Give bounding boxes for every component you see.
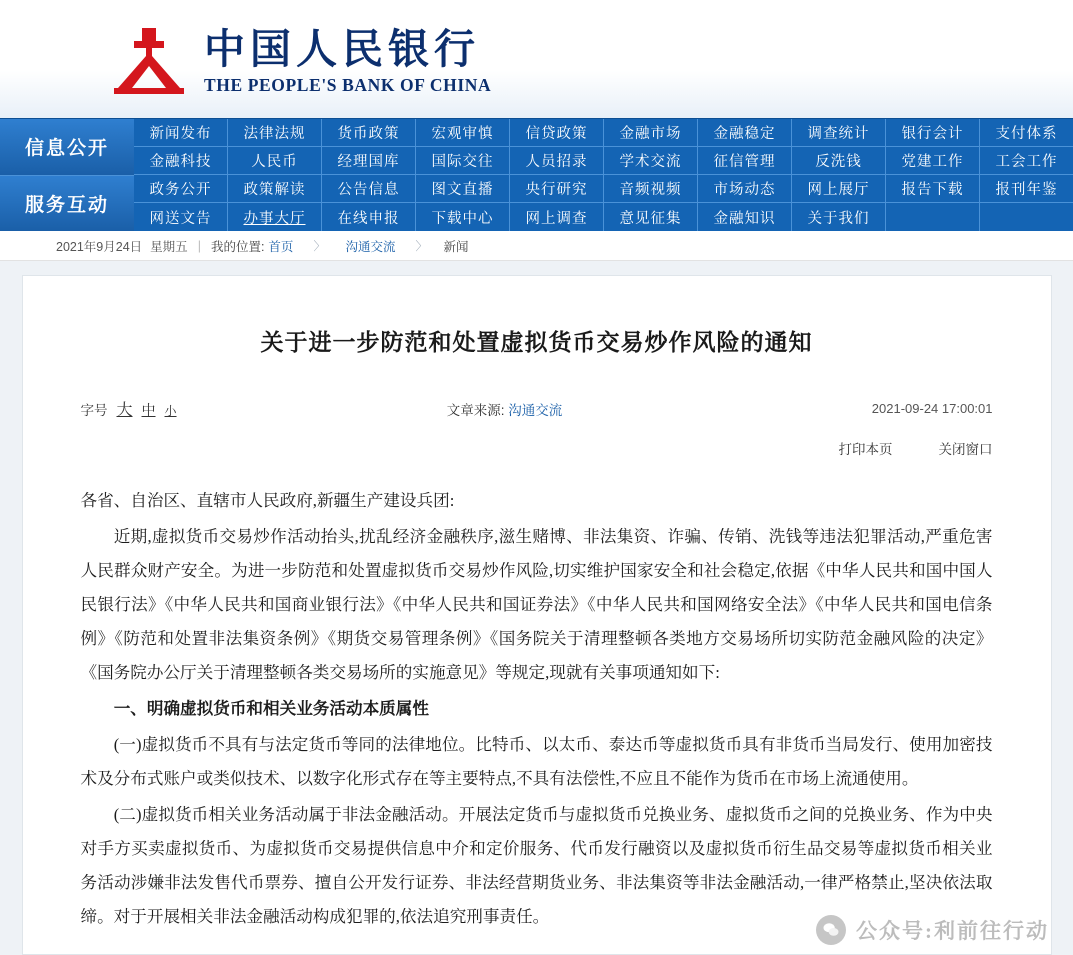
breadcrumb-home-link[interactable]: 首页 [268,239,294,254]
nav-item-payment-system[interactable]: 支付体系 [980,119,1073,147]
logo-title-en: THE PEOPLE'S BANK OF CHINA [204,75,492,96]
article-source [177,399,833,419]
nav-item-treasury[interactable]: 经理国库 [322,147,416,175]
font-size-control [81,397,177,420]
nav-item-live-stream[interactable]: 图文直播 [416,175,510,203]
nav-item-credit-reference[interactable]: 征信管理 [698,147,792,175]
article-source-link[interactable]: 沟通交流 [508,402,563,418]
font-size-label: 字号 [80,403,108,418]
breadcrumb-label: 我的位置: [210,239,265,254]
article-section-heading: 一、明确虚拟货币和相关业务活动本质属性 [113,699,429,719]
watermark [816,915,1049,945]
logo-text [204,26,491,96]
chevron-right-icon: 〉 [313,239,326,253]
font-size-medium-button[interactable]: 中 [141,402,156,418]
nav-item-laws[interactable]: 法律法规 [228,119,322,147]
nav-item-monetary-policy[interactable]: 货币政策 [322,119,416,147]
nav-item-anti-money-laundering[interactable]: 反洗钱 [792,147,886,175]
nav-item-international[interactable]: 国际交往 [416,147,510,175]
nav-item-government-affairs[interactable]: 政务公开 [134,175,228,203]
breadcrumb-current: 新闻 [443,239,469,254]
article-body [81,484,993,934]
content-area [0,261,1073,955]
nav-item-spacer [980,203,1073,231]
chevron-right-icon: 〉 [415,239,428,253]
nav-row [134,119,1073,147]
nav-item-news[interactable]: 新闻发布 [134,119,228,147]
wechat-official-account-icon [816,915,846,945]
article-paragraph: (一)虚拟货币不具有与法定货币等同的法律地位。比特币、以太币、泰达币等虚拟货币具有非货币当局发行、使用加密技术及分布式账户或类似技术、以数字化形式存在等主要特点,不具有法偿性,不应且不能作为货币在市场上流通使用。 [80,735,993,789]
nav-item-financial-stability[interactable]: 金融稳定 [698,119,792,147]
nav-item-rmb[interactable]: 人民币 [228,147,322,175]
article-paragraph: (二)虚拟货币相关业务活动属于非法金融活动。开展法定货币与虚拟货币兑换业务、虚拟货币之间的兑换业务、作为中央对手方买卖虚拟货币、为虚拟货币交易提供信息中介和定价服务、代币发行融资以及虚拟货币衍生品交易等虚拟货币相关业务活动涉嫌非法发售代币票券、擅自公开发行证券、非法经营期货业务、非法集资等非法金融活动,一律严格禁止,坚决依法取缔。对于开展相关非法金融活动构成犯罪的,依法追究刑事责任。 [80,805,993,927]
nav-item-report-download[interactable]: 报告下载 [886,175,980,203]
nav-item-about-us[interactable]: 关于我们 [792,203,886,231]
article-card [22,275,1052,955]
close-window-button[interactable]: 关闭窗口 [938,442,993,457]
main-navigation [0,118,1073,231]
nav-category-service-interaction[interactable]: 服务互动 [0,176,134,232]
nav-row [134,147,1073,175]
breadcrumb-section-link[interactable]: 沟通交流 [345,239,396,254]
nav-item-audio-video[interactable]: 音频视频 [604,175,698,203]
nav-row [134,203,1073,231]
nav-item-financial-market[interactable]: 金融市场 [604,119,698,147]
logo-title-cn: 中国人民银行 [204,26,480,72]
nav-item-union-work[interactable]: 工会工作 [980,147,1073,175]
pboc-emblem-icon [112,26,186,96]
breadcrumb [0,231,1073,261]
nav-grid [134,119,1073,231]
nav-item-academic[interactable]: 学术交流 [604,147,698,175]
breadcrumb-divider: | [197,238,201,253]
article-paragraph: 近期,虚拟货币交易炒作活动抬头,扰乱经济金融秩序,滋生赌博、非法集资、诈骗、传销、洗钱等违法犯罪活动,严重危害人民群众财产安全。为进一步防范和处置虚拟货币交易炒作风险,切实维护国家安全和社会稳定,依据《中华人民共和国中国人民银行法》《中华人民共和国商业银行法》《中华人民共和国证券法》《中华人民共和国网络安全法》《中华人民共和国电信条例》《防范和处置非法集资条例》《期货交易管理条例》《国务院关于清理整顿各类地方交易场所切实防范金融风险的决定》《国务院办公厅关于清理整顿各类交易场所的实施意见》等规定,现就有关事项通知如下: [80,527,993,683]
watermark-text: 公众号:利前往行动 [856,919,1049,944]
article-tools [81,430,993,484]
nav-item-online-exhibition[interactable]: 网上展厅 [792,175,886,203]
nav-item-online-survey[interactable]: 网上调查 [510,203,604,231]
breadcrumb-date: 2021年9月24日 [56,239,143,254]
nav-item-download-center[interactable]: 下载中心 [416,203,510,231]
article-datetime: 2021-09-24 17:00:01 [871,401,993,416]
article-meta [81,391,993,430]
print-page-button[interactable]: 打印本页 [838,442,893,457]
nav-item-service-hall[interactable]: 办事大厅 [228,203,322,231]
nav-item-web-notice[interactable]: 网送文告 [134,203,228,231]
nav-item-financial-knowledge[interactable]: 金融知识 [698,203,792,231]
nav-row [134,175,1073,203]
font-size-large-button[interactable]: 大 [116,402,133,419]
article-source-label: 文章来源: [446,402,505,418]
nav-item-announcements[interactable]: 公告信息 [322,175,416,203]
page-title: 关于进一步防范和处置虚拟货币交易炒作风险的通知 [260,330,813,355]
nav-item-credit-policy[interactable]: 信贷政策 [510,119,604,147]
nav-item-recruitment[interactable]: 人员招录 [510,147,604,175]
nav-item-fintech[interactable]: 金融科技 [134,147,228,175]
nav-side-categories [0,119,134,231]
font-size-small-button[interactable]: 小 [164,404,177,418]
site-logo[interactable] [112,26,491,96]
nav-item-party-building[interactable]: 党建工作 [886,147,980,175]
nav-item-bank-accounting[interactable]: 银行会计 [886,119,980,147]
nav-item-feedback[interactable]: 意见征集 [604,203,698,231]
nav-item-online-declaration[interactable]: 在线申报 [322,203,416,231]
nav-category-info-disclosure[interactable]: 信息公开 [0,119,134,176]
nav-item-central-bank-research[interactable]: 央行研究 [510,175,604,203]
nav-item-survey-statistics[interactable]: 调查统计 [792,119,886,147]
breadcrumb-weekday: 星期五 [150,239,188,254]
article-paragraph: 各省、自治区、直辖市人民政府,新疆生产建设兵团: [80,491,455,510]
nav-item-policy-interpretation[interactable]: 政策解读 [228,175,322,203]
nav-item-spacer [886,203,980,231]
nav-item-market-trends[interactable]: 市场动态 [698,175,792,203]
site-header [0,0,1073,118]
nav-item-yearbook[interactable]: 报刊年鉴 [980,175,1073,203]
nav-item-macro-prudential[interactable]: 宏观审慎 [416,119,510,147]
